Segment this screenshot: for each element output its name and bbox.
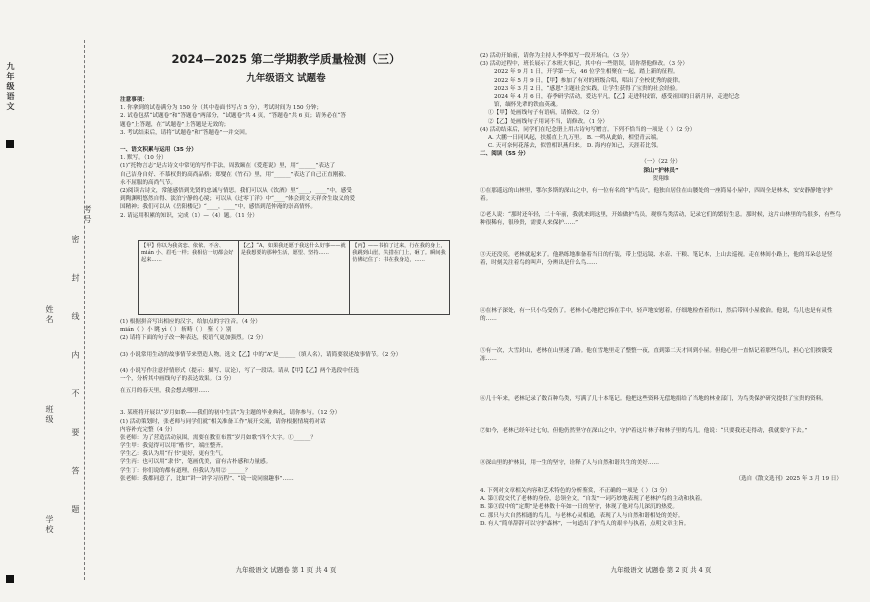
- question-line: (4) 活动结束后，同学们在纪念册上用古诗句写赠言。下列不恰当的一项是（ ）（2 分）: [480, 126, 696, 133]
- registration-mark: [6, 575, 14, 583]
- table-cell-bing: 【丙】——书拍了过来，行在我的身上，我跳到山崖，失措在门上，砸了。瞬间我仿佛记住了：书在我身边，……: [352, 243, 446, 264]
- question-line: 张老师：我都同意了，比如“讲一讲学习历程”、“说一说同窗趣事”……: [120, 475, 294, 482]
- question-line: 学生丙：也可以用“隶书”，笔画优美，富有古朴感和力量感。: [120, 459, 272, 466]
- exam-title: 2024—2025 第二学期教学质量检测（三）: [171, 52, 401, 66]
- article-source: [480, 475, 842, 483]
- choice-line: C. 那只与大自然相通的鸟儿，与老林心灵相通，表现了人与自然和谐相处的美好。: [480, 512, 684, 519]
- question-line: 学生乙：我认为用“行书”更好，更有生气。: [120, 451, 227, 458]
- question-block-2: [120, 318, 452, 483]
- binding-margin: [0, 0, 118, 602]
- timeline-entry: 2024 年 4 月 6 日，春季研学活动，爱达平凡，【乙】走进科技馆，感受祖国的日新月异，走进纪念: [494, 93, 740, 100]
- question-line: (4) 小说写作注意抒情形式（提示：描写、议论），写了一段话。请从【甲】【乙】两个选段中任选: [120, 367, 360, 374]
- timeline-entry: 2023 年 3 月 2 日，“感恩”主题社会实践，让学生获得了宝贵的社会经验。: [494, 85, 681, 92]
- timeline-entry: 馆，缅怀先辈的铁血英魂。: [494, 102, 562, 109]
- article-paragraph: ⑧深山里的护林员，用一生的坚守，诠释了人与自然和谐共生的美好……: [480, 460, 660, 466]
- reading-part-label: （一）（22 分）: [641, 159, 681, 166]
- article-paragraph: ②老人说：“那时还年轻，二十年前，我就来到这里，开始做护鸟员，观察鸟类活动，记录它们的繁衍生息。那时候，这片山林里的鸟很多，有些鸟种很稀有，很珍贵，需要人来保护……”: [480, 212, 841, 227]
- notes-item: 题卷”上答题，在“试题卷”上答题是无效的；: [120, 121, 230, 128]
- timeline-entry: 2022 年 5 月 9 日，【甲】参加了有对的班级合唱，唱出了全校优秀的旋律。: [494, 77, 684, 84]
- article-author: 贺翔维: [652, 175, 670, 182]
- question-line: 学生甲：我觉得可以用“楷书”，端庄整齐。: [120, 443, 227, 450]
- exam-number-label: 考号: [83, 205, 92, 225]
- question-block-3: [480, 52, 842, 183]
- question-line: mián（ ）小 眺 yì（ ） 斩畴（ ） 鉴（ ）别: [120, 327, 232, 334]
- question-line: 国精神；我们可以从《岳阳楼记》“____，____”中，感悟到范仲淹的崇高情怀。: [120, 204, 316, 211]
- question-line: (2) 请将下面的句子改一种表达，使语气更加强烈。（2 分）: [120, 335, 267, 342]
- choice-line: D. 有人“简单辞辞可以守护森林”，一句道出了护鸟人的艰辛与执着，点明文章主旨。: [480, 520, 690, 527]
- question-line: 3. 某班将开展以“岁月如歌——我们的初中生活”为主题的毕业典礼，请你参与。（12 分）: [120, 410, 341, 417]
- section-heading: 二、阅读（55 分）: [480, 151, 529, 158]
- question-line: (2)阅读古诗文，常能感悟到先贤的忠诚与情思。我们可以从《饮酒》里“____，____”中，感受: [120, 187, 352, 194]
- article-paragraph: ①在那遥远的山林里，鄂尔多斯的深山之中，有一位有名的“护鸟员”，他独自居住在山腰处的一座简易小屋中，四周全是林木，安安静静地守护着。: [480, 188, 833, 203]
- choice-line: B. 第③段中的“定期”是老林数十年如一日的坚守，体现了他对鸟儿深沉的热爱。: [480, 504, 678, 511]
- question-line: 内容补充完整（4 分）: [120, 426, 176, 433]
- question-line: 2. 请运用积累的知识，完成（1）—（4）题。（11 分）: [120, 212, 258, 219]
- article-title: 深山“护林员”: [643, 167, 679, 174]
- question-line: (1) 活动策划时，张老师与同学们就“相关准备工作”展开交流，请你根据情境将对话: [120, 418, 326, 425]
- name-field-label: 姓名: [45, 305, 54, 325]
- notes-item: 3. 考试结束后，请将“试题卷”和“答题卷”一并交回。: [120, 129, 251, 136]
- article-paragraph: ⑤有一次，大雪封山，老林在山里迷了路。他在雪地里走了整整一夜，直到第二天才回到小屋。但他心里一直惦记着那些鸟儿，担心它们挨饿受冻……: [480, 348, 833, 363]
- table-cell-yi: 【乙】“A，如果我还愿于我这什么好事——就是我想要的那种生活，愿望、坚持……: [239, 241, 351, 314]
- section-heading: 一、语文积累与运用（35 分）: [120, 147, 197, 153]
- article-source-text: （选自《散文选刊》2025 年 3 月 19 日）: [735, 476, 842, 482]
- question-line: 一个，分析其中画线句子的表达效果。（3 分）: [120, 375, 235, 382]
- question-line: 1. 默写。（10 分）: [120, 155, 167, 162]
- notes-item: 1. 你拿到的试卷满分为 150 分（其中卷面书写占 5 分），考试时间为 150 分钟；: [120, 105, 323, 112]
- page-footer: 九年级语文 试题卷 第 1 页 共 4 页: [235, 566, 337, 574]
- timeline-entry: 2022 年 9 月 1 日，开学第一天，46 位学生相聚在一起，踏上新的征程。: [494, 69, 679, 76]
- class-field-label: 班级: [45, 405, 54, 425]
- question-block-1: [120, 146, 452, 220]
- reading-table: [138, 240, 450, 315]
- article-paragraph: ⑥几十年来，老林记录了数百种鸟类，写满了几十本笔记。他把这些资料无偿地捐给了当地的林业部门，为鸟类保护研究提供了宝贵的资料。: [480, 396, 827, 402]
- page-footer: 九年级语文 试题卷 第 2 页 共 4 页: [610, 566, 712, 574]
- table-cell-jia: 【甲】你以为我贪恋、依依、不舍、mián 小、眉毛一样；我相信一切都会好起来……: [139, 241, 239, 314]
- binding-top-label: 九年级语文: [6, 62, 16, 112]
- notes-section: [120, 96, 452, 137]
- question-line: 到陶渊明悠然自得、淡泊宁静的心境；可以从《过零丁洋》中“____”体会到文天祥舍生取义的爱: [120, 196, 356, 203]
- choice-line: A. 大鹏一日同风起，扶摇直上九万里。 B. 一鸣从此始，相望青云端。: [488, 134, 662, 141]
- choice-line: A. 第①段交代了老林的身份，总领全文，“自发”一词巧妙地表现了老林护鸟的主动和执着。: [480, 496, 706, 503]
- question-line: 4. 下列对文章相关内容和艺术特色的分析鉴赏，不正确的一项是（ ）（3 分）: [480, 488, 671, 494]
- registration-mark: [6, 140, 14, 148]
- choice-line: C. 天可奈何花落去，似曾相识燕归来。 D. 海内存知己，天涯若比邻。: [488, 143, 662, 150]
- question-line: (3) 活动过程中，班长展示了本班大事记，其中有一些错误，请你帮他修改。（3 分）: [480, 61, 689, 68]
- article-paragraph: ③天还没亮，老林就起来了。他熟练地准备着当日的行装，带上望远镜、水壶、干粮、笔记本，上山去巡视。走在林间小路上，他的耳朵总是竖着，时刻关注着鸟的叫声，分辨出是什么鸟……: [480, 252, 833, 267]
- seal-line-text: 密 封 线 内 不 要 答 题: [71, 235, 80, 527]
- question-line: (1)“托物言志”是古诗文中常见的写作手法，周敦颐在《爱莲说》里，用“______”表达了: [120, 163, 336, 170]
- question-line: 永不屈服的高尚气节。: [120, 179, 176, 186]
- question-line: 张老师：为了营造活动氛围，需要在教室布置“岁月如歌”四个大字。①______？: [120, 434, 316, 441]
- question-block-4: [480, 487, 842, 528]
- question-line: 自己洁身自好、不慕权贵的高尚品格；郑燮在《竹石》里，用“______”表达了自己正直刚毅、: [120, 171, 350, 178]
- question-line: (1) 根据拼音写出相应的汉字，给加点的字注音。（4 分）: [120, 319, 261, 325]
- question-line: (2) 活动开始前，请你为主持人李华拟写一段开场白。（3 分）: [480, 53, 633, 59]
- question-line: (3) 小说常用生动的故事情节来塑造人物。选文【乙】中的“A”是______（填人名），请简要叙述故事情节。（2 分）: [120, 351, 402, 358]
- question-line: 学生丁：你们说的都有道理，但我认为用② ______？: [120, 467, 251, 474]
- question-line: 在五月的春天里，我会想去哪里……: [120, 388, 210, 395]
- school-field-label: 学校: [45, 515, 54, 535]
- notes-item: 2. 试卷包括“试题卷”和“答题卷”两部分，“试题卷”共 4 页，“答题卷”共 6 页；请务必在“答: [120, 113, 347, 120]
- article-paragraph: ④在林子深处，有一只小鸟受伤了。老林小心地把它捧在手中，轻声地安慰着，仔细地检查着伤口，然后带回小屋救治。他说，鸟儿也是有灵性的……: [480, 308, 833, 323]
- question-line: ①【甲】处画线句子有语病，请修改。（2 分）: [488, 110, 603, 117]
- exam-subtitle: 九年级语文 试题卷: [246, 73, 326, 84]
- notes-heading: 注意事项：: [120, 97, 148, 103]
- question-line: ②【乙】处画线句子用词不当，请修改。（1 分）: [488, 118, 609, 125]
- article-paragraph: ⑦如今，老林已经年过七旬，但他仍然坚守在深山之中，守护着这片林子和林子里的鸟儿。他说：“只要我还走得动，我就要守下去。”: [480, 428, 808, 434]
- article-body: [480, 187, 842, 475]
- seal-dashed-line: [84, 40, 85, 580]
